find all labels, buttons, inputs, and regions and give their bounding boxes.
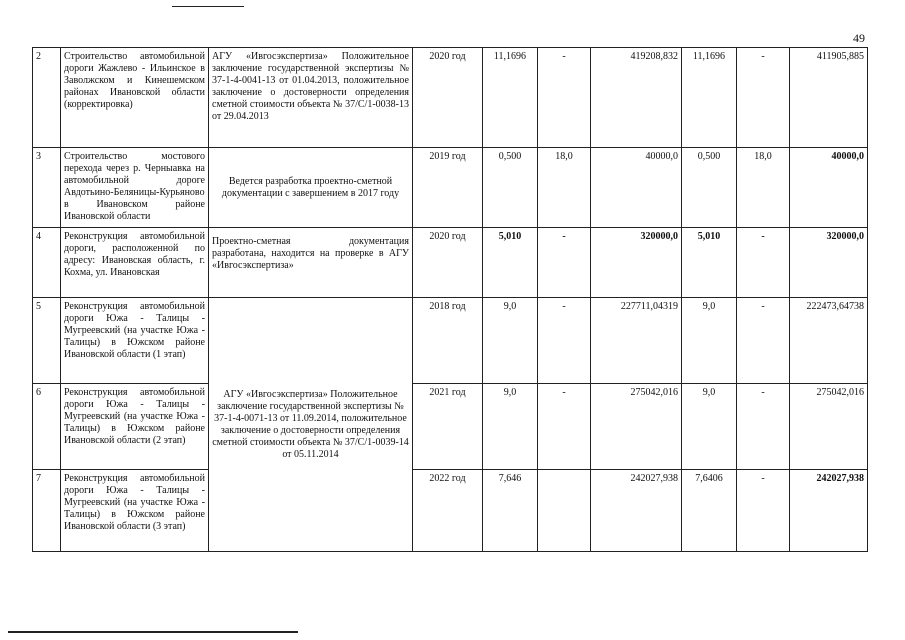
year-cell: 2018 год xyxy=(413,298,483,384)
capacity-cell: - xyxy=(538,228,591,298)
cost-cell-2: 275042,016 xyxy=(790,384,868,470)
object-name: Реконструкция автомобильной дороги Южа - Талицы - Мугреевский (на участке Южа - Талицы) в Южском районе Ивановской области (2 этап) xyxy=(61,384,209,470)
length-cell: 0,500 xyxy=(483,148,538,228)
capacity-cell: - xyxy=(538,384,591,470)
page-number: 49 xyxy=(853,31,865,45)
length-cell-2: 9,0 xyxy=(682,298,737,384)
object-name: Реконструкция автомобильной дороги Южа - Талицы - Мугреевский (на участке Южа - Талицы) в Южском районе Ивановской области (3 этап) xyxy=(61,470,209,552)
capacity-cell-2: - xyxy=(737,470,790,552)
year-cell: 2020 год xyxy=(413,48,483,148)
capacity-cell-2: - xyxy=(737,384,790,470)
row-number: 7 xyxy=(33,470,61,552)
row-number: 3 xyxy=(33,148,61,228)
cost-cell: 40000,0 xyxy=(591,148,682,228)
cost-cell: 419208,832 xyxy=(591,48,682,148)
year-cell: 2022 год xyxy=(413,470,483,552)
capacity-cell: - xyxy=(538,48,591,148)
length-cell: 11,1696 xyxy=(483,48,538,148)
capacity-cell xyxy=(538,470,591,552)
object-name: Строительство автомобильной дороги Жажлево - Ильинское в Заволжском и Кинешемском районах Ивановской области (корректировка) xyxy=(61,48,209,148)
bottom-rule xyxy=(8,631,298,633)
project-status: Проектно-сметная документация разработана, находится на проверке в АГУ «Ивгосэкспертиза» xyxy=(209,228,413,298)
length-cell-2: 9,0 xyxy=(682,384,737,470)
capacity-cell: - xyxy=(538,298,591,384)
table-row xyxy=(33,148,868,228)
row-number: 5 xyxy=(33,298,61,384)
object-name: Реконструкция автомобильной дороги Южа - Талицы - Мугреевский (на участке Южа - Талицы) в Южском районе Ивановской области (1 этап) xyxy=(61,298,209,384)
row-number: 4 xyxy=(33,228,61,298)
cost-cell: 227711,04319 xyxy=(591,298,682,384)
object-name: Реконструкция автомобильной дороги, расположенной по адресу: Ивановская область, г. Кохма, ул. Ивановская xyxy=(61,228,209,298)
row-number: 2 xyxy=(33,48,61,148)
table-row xyxy=(33,298,868,384)
capacity-cell: 18,0 xyxy=(538,148,591,228)
length-cell-2: 5,010 xyxy=(682,228,737,298)
year-cell: 2021 год xyxy=(413,384,483,470)
length-cell: 7,646 xyxy=(483,470,538,552)
objects-table xyxy=(32,47,868,552)
cost-cell-2: 411905,885 xyxy=(790,48,868,148)
capacity-cell-2: - xyxy=(737,48,790,148)
year-cell: 2019 год xyxy=(413,148,483,228)
table-row xyxy=(33,228,868,298)
object-name: Строительство мостового перехода через р. Черныавка на автомобильной дороге Авдотьино-Беляницы-Курьяново в Ивановском районе Ивановской области xyxy=(61,148,209,228)
cost-cell-2: 222473,64738 xyxy=(790,298,868,384)
row-number: 6 xyxy=(33,384,61,470)
cost-cell: 242027,938 xyxy=(591,470,682,552)
cost-cell-2: 40000,0 xyxy=(790,148,868,228)
length-cell: 9,0 xyxy=(483,298,538,384)
top-rule xyxy=(172,6,244,7)
length-cell-2: 0,500 xyxy=(682,148,737,228)
length-cell-2: 7,6406 xyxy=(682,470,737,552)
project-status: Ведется разработка проектно-сметной документации с завершением в 2017 году xyxy=(209,148,413,228)
capacity-cell-2: 18,0 xyxy=(737,148,790,228)
capacity-cell-2: - xyxy=(737,228,790,298)
cost-cell: 275042,016 xyxy=(591,384,682,470)
length-cell: 5,010 xyxy=(483,228,538,298)
table-row xyxy=(33,48,868,148)
table-row xyxy=(33,470,868,552)
cost-cell-2: 320000,0 xyxy=(790,228,868,298)
year-cell: 2020 год xyxy=(413,228,483,298)
capacity-cell-2: - xyxy=(737,298,790,384)
table-row xyxy=(33,384,868,470)
length-cell-2: 11,1696 xyxy=(682,48,737,148)
cost-cell: 320000,0 xyxy=(591,228,682,298)
project-status: АГУ «Ивгосэкспертиза» Положительное заключение государственной экспертизы № 37-1-4-0041-13 от 01.04.2013, положительное заключение о достоверности определения сметной стоимости объекта № 37/С/1-0038-13 от 29.04.2013 xyxy=(209,48,413,148)
cost-cell-2: 242027,938 xyxy=(790,470,868,552)
project-status-merged: АГУ «Ивгосэкспертиза» Положительное заключение государственной экспертизы № 37-1-4-0071-13 от 11.09.2014, положительное заключение о достоверности определения сметной стоимости объекта № 37/С/1-0039-14 от 05.11.2014 xyxy=(209,298,413,552)
length-cell: 9,0 xyxy=(483,384,538,470)
